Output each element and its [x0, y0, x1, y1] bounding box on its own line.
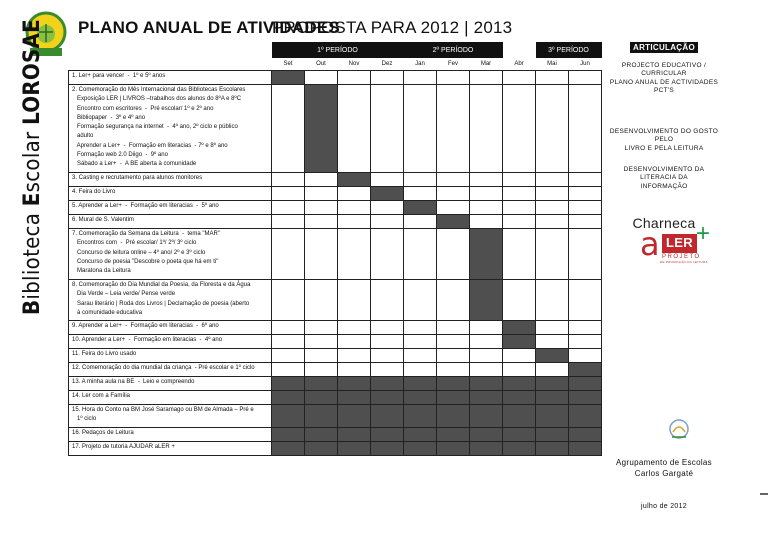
document-date: julho de 2012	[641, 503, 687, 510]
activity-row	[69, 173, 602, 187]
month-cell	[536, 321, 569, 335]
month-cell	[503, 377, 536, 391]
activity-line: à comunidade educativa	[72, 309, 143, 316]
month-cell	[305, 442, 338, 456]
month-cell	[503, 321, 536, 335]
month-cell	[536, 335, 569, 349]
month-cell	[404, 85, 437, 173]
month-cell	[371, 391, 404, 405]
activity-row	[69, 187, 602, 201]
month-cell	[272, 442, 305, 456]
month-cell	[305, 391, 338, 405]
activity-line: 8. Comemoração do Dia Mundial da Poesia, da Floresta e da Água	[72, 282, 251, 288]
month-cell	[371, 442, 404, 456]
month-cell	[470, 215, 503, 229]
month-cell	[569, 173, 602, 187]
month-cell	[470, 335, 503, 349]
month-cell	[470, 391, 503, 405]
month-cell	[371, 321, 404, 335]
month-cell	[404, 187, 437, 201]
month-cell	[404, 201, 437, 215]
month-cell	[437, 280, 470, 321]
activity-line: 3. Casting e recrutamento para alunos monitores	[72, 175, 203, 181]
agrupamento-emblem	[668, 418, 690, 442]
activity-line: 15. Hora do Conto na BM José Saramago ou BM de Almada – Pré e	[72, 407, 254, 413]
month-cell	[470, 405, 503, 428]
month-cell	[569, 428, 602, 442]
activity-line: 5. Aprender a Ler+ - Formação em literacias - 5º ano	[72, 203, 219, 209]
month-cell	[305, 349, 338, 363]
month-cell	[371, 335, 404, 349]
month-cell	[338, 428, 371, 442]
month-header: Out	[316, 61, 326, 67]
month-cell	[437, 405, 470, 428]
month-cell	[536, 349, 569, 363]
month-cell	[503, 405, 536, 428]
month-cell	[371, 405, 404, 428]
period-header-row	[69, 42, 602, 58]
activity-row	[69, 215, 602, 229]
month-cell	[338, 335, 371, 349]
month-cell	[503, 215, 536, 229]
activity-description	[69, 229, 272, 280]
period-2-header: 2º PERÍODO	[404, 42, 503, 58]
month-cell	[404, 428, 437, 442]
activity-row	[69, 405, 602, 428]
month-cell	[404, 391, 437, 405]
month-cell	[470, 229, 503, 280]
month-header: Nov	[348, 61, 360, 67]
month-cell	[338, 71, 371, 85]
month-cell	[569, 349, 602, 363]
month-header: Mai	[547, 61, 557, 67]
month-cell	[404, 377, 437, 391]
month-header: Fev	[447, 61, 458, 67]
month-cell	[536, 363, 569, 377]
month-cell	[569, 335, 602, 349]
activity-line: 9. Aprender a Ler+ - Formação em literacias - 6º ano	[72, 323, 219, 329]
activity-row	[69, 321, 602, 335]
activity-line: 2. Comemoração do Mês Internacional das Bibliotecas Escolares	[72, 87, 246, 93]
activity-description	[69, 85, 272, 173]
activity-description	[69, 201, 272, 215]
activity-description	[69, 215, 272, 229]
activity-row	[69, 335, 602, 349]
month-cell	[404, 173, 437, 187]
month-cell	[437, 377, 470, 391]
month-cell	[503, 335, 536, 349]
activity-row	[69, 229, 602, 280]
month-cell	[503, 349, 536, 363]
activity-line: Formação segurança na internet - 4º ano, 2º ciclo e público	[72, 124, 238, 131]
month-cell	[338, 349, 371, 363]
month-header: Abr	[514, 61, 524, 67]
activity-line: 14. Ler com a Família	[72, 393, 131, 399]
month-cell	[272, 363, 305, 377]
activity-line: 1. Ler+ para vencer - 1º e 5º anos	[72, 73, 166, 79]
month-cell	[272, 229, 305, 280]
month-cell	[569, 85, 602, 173]
month-cell	[404, 349, 437, 363]
activity-line: adulto	[72, 133, 94, 140]
month-cell	[569, 215, 602, 229]
month-cell	[371, 363, 404, 377]
month-cell	[503, 363, 536, 377]
articulation-header: ARTICULAÇÃO	[608, 43, 720, 53]
activity-description	[69, 442, 272, 456]
activity-row	[69, 201, 602, 215]
month-cell	[272, 71, 305, 85]
activity-plan-table	[68, 42, 602, 456]
activity-line: Dia Verde – Leia verde/ Pense verde	[72, 291, 176, 298]
month-cell	[437, 321, 470, 335]
activity-description	[69, 71, 272, 85]
articulation-block-3: DESENVOLVIMENTO DA LITERACIA DA INFORMAÇÃO	[623, 166, 705, 190]
month-cell	[470, 71, 503, 85]
activity-line: 10. Aprender a Ler+ - Formação em literacias - 4º ano	[72, 337, 223, 343]
month-cell	[536, 201, 569, 215]
articulation-block-2: DESENVOLVIMENTO DO GOSTO PELO LIVRO E PELA LEITURA	[609, 128, 719, 152]
month-cell	[338, 377, 371, 391]
month-cell	[536, 173, 569, 187]
activity-row	[69, 71, 602, 85]
month-cell	[470, 428, 503, 442]
month-cell	[305, 229, 338, 280]
month-cell	[437, 229, 470, 280]
activity-description	[69, 335, 272, 349]
month-cell	[371, 71, 404, 85]
brand-charneca: Charneca	[632, 215, 696, 231]
month-cell	[338, 280, 371, 321]
month-cell	[536, 71, 569, 85]
month-cell	[305, 321, 338, 335]
month-cell	[503, 201, 536, 215]
activity-line: 4. Feira do Livro	[72, 189, 116, 195]
month-cell	[371, 215, 404, 229]
month-cell	[437, 442, 470, 456]
month-cell	[437, 363, 470, 377]
activity-description	[69, 405, 272, 428]
month-cell	[503, 85, 536, 173]
activity-description	[69, 280, 272, 321]
month-cell	[272, 335, 305, 349]
activity-description	[69, 377, 272, 391]
activity-line: Concurso de poesia "Descobre o poeta que há em ti"	[72, 258, 219, 265]
month-cell	[338, 391, 371, 405]
activity-line: Exposição LER | LIVROS –trabalhos dos alunos do 8ºA e 8ºC	[72, 96, 242, 103]
month-cell	[536, 377, 569, 391]
month-cell	[569, 280, 602, 321]
month-cell	[338, 187, 371, 201]
month-cell	[305, 71, 338, 85]
activity-row	[69, 428, 602, 442]
month-cell	[305, 280, 338, 321]
activity-description	[69, 187, 272, 201]
activity-row	[69, 349, 602, 363]
month-cell	[305, 201, 338, 215]
month-cell	[536, 229, 569, 280]
month-cell	[536, 442, 569, 456]
month-cell	[536, 187, 569, 201]
month-header: Dez	[381, 61, 393, 67]
month-cell	[338, 442, 371, 456]
activity-row	[69, 363, 602, 377]
month-cell	[272, 215, 305, 229]
month-cell	[437, 428, 470, 442]
month-cell	[371, 201, 404, 215]
month-cell	[536, 215, 569, 229]
activity-line: Sarau literário | Roda dos Livros | Declamação de poesia (aberto	[72, 300, 250, 307]
month-cell	[569, 391, 602, 405]
month-cell	[371, 349, 404, 363]
activity-line: Bibliopaper - 3º e 4º ano	[72, 114, 146, 121]
activity-line: Maratona da Leitura	[72, 268, 131, 275]
month-cell	[569, 442, 602, 456]
month-cell	[305, 335, 338, 349]
month-cell	[272, 349, 305, 363]
month-cell	[437, 187, 470, 201]
month-cell	[371, 280, 404, 321]
month-header: Mar	[480, 61, 492, 67]
month-cell	[371, 187, 404, 201]
month-cell	[569, 405, 602, 428]
month-cell	[470, 280, 503, 321]
month-cell	[437, 85, 470, 173]
month-header: Set	[283, 61, 293, 67]
month-cell	[569, 71, 602, 85]
period-3-header: 3º PERÍODO	[536, 42, 602, 58]
month-cell	[305, 377, 338, 391]
activity-description	[69, 363, 272, 377]
month-cell	[536, 391, 569, 405]
activity-line: Aprender a Ler+ - Formação em literacias - 7º e 8º ano	[72, 142, 228, 149]
activity-row	[69, 85, 602, 173]
activity-line: 1º ciclo	[72, 416, 97, 423]
month-header: Jun	[580, 61, 590, 67]
agrupamento-name: Agrupamento de Escolas Carlos Gargaté	[616, 458, 712, 478]
month-cell	[503, 428, 536, 442]
edge-mark	[760, 493, 768, 495]
month-cell	[569, 201, 602, 215]
month-cell	[503, 280, 536, 321]
month-cell	[404, 71, 437, 85]
activity-line: Encontros com - Pré escolar/ 1º/ 2º/ 3º ciclo	[72, 240, 197, 247]
month-cell	[404, 442, 437, 456]
month-cell	[305, 405, 338, 428]
month-cell	[272, 321, 305, 335]
month-cell	[272, 187, 305, 201]
month-cell	[338, 215, 371, 229]
brand-aler-logo: a LER + PROJETO DE PROMOÇÃO DA LEITURA	[640, 220, 711, 264]
month-cell	[503, 71, 536, 85]
month-cell	[338, 173, 371, 187]
month-cell	[437, 173, 470, 187]
month-cell	[437, 201, 470, 215]
month-cell	[305, 215, 338, 229]
activity-line: 17. Projeto de tutoria AJUDAR aLER +	[72, 444, 175, 450]
month-cell	[404, 229, 437, 280]
month-header: Jan	[415, 61, 425, 67]
month-cell	[569, 229, 602, 280]
month-cell	[305, 187, 338, 201]
month-cell	[404, 321, 437, 335]
activity-description	[69, 391, 272, 405]
month-cell	[503, 391, 536, 405]
month-cell	[272, 405, 305, 428]
activity-line: Concurso de leitura online – 4º ano/ 2º e 3º ciclo	[72, 249, 206, 256]
activity-description	[69, 173, 272, 187]
month-cell	[272, 391, 305, 405]
month-cell	[437, 215, 470, 229]
month-cell	[272, 280, 305, 321]
month-cell	[503, 173, 536, 187]
month-cell	[338, 229, 371, 280]
articulation-block-1: PROJECTO EDUCATIVO / CURRICULAR PLANO ANUAL DE ACTIVIDADES PCT'S	[609, 62, 719, 95]
month-cell	[404, 280, 437, 321]
month-cell	[470, 85, 503, 173]
month-cell	[536, 85, 569, 173]
month-cell	[371, 85, 404, 173]
activity-row	[69, 391, 602, 405]
month-cell	[371, 229, 404, 280]
activity-row	[69, 377, 602, 391]
month-cell	[470, 349, 503, 363]
month-cell	[338, 321, 371, 335]
activity-line: 12. Comemoração do dia mundial da criança - Pré escolar e 1º ciclo	[72, 365, 255, 371]
month-cell	[470, 187, 503, 201]
activity-description	[69, 428, 272, 442]
month-cell	[272, 85, 305, 173]
month-cell	[437, 349, 470, 363]
month-cell	[470, 363, 503, 377]
month-cell	[272, 377, 305, 391]
month-cell	[569, 377, 602, 391]
month-cell	[338, 363, 371, 377]
month-cell	[338, 201, 371, 215]
month-cell	[305, 428, 338, 442]
activity-line: 6. Mural de S. Valentim	[72, 217, 134, 223]
activity-row	[69, 280, 602, 321]
month-cell	[404, 215, 437, 229]
month-header-row	[69, 58, 602, 71]
month-cell	[437, 335, 470, 349]
month-cell	[569, 363, 602, 377]
month-cell	[338, 405, 371, 428]
month-cell	[470, 173, 503, 187]
month-cell	[503, 229, 536, 280]
month-cell	[404, 405, 437, 428]
month-cell	[569, 321, 602, 335]
month-cell	[470, 201, 503, 215]
month-cell	[536, 280, 569, 321]
activity-line: Formação web 2.0 Diigo - 9º ano	[72, 152, 168, 159]
month-cell	[503, 442, 536, 456]
month-cell	[371, 428, 404, 442]
month-cell	[536, 405, 569, 428]
month-cell	[437, 71, 470, 85]
month-cell	[470, 377, 503, 391]
activity-description	[69, 349, 272, 363]
page-title: PLANO ANUAL DE ATIVIDADES	[78, 18, 340, 37]
month-cell	[437, 391, 470, 405]
month-cell	[404, 335, 437, 349]
month-cell	[371, 377, 404, 391]
activity-row	[69, 442, 602, 456]
month-cell	[272, 428, 305, 442]
month-cell	[305, 173, 338, 187]
month-cell	[503, 187, 536, 201]
month-cell	[305, 363, 338, 377]
month-cell	[470, 321, 503, 335]
month-cell	[569, 187, 602, 201]
activity-line: 7. Comemoração da Semana da Leitura - tema "MAR"	[72, 231, 220, 237]
month-cell	[404, 363, 437, 377]
period-1-header: 1º PERÍODO	[272, 42, 404, 58]
activity-line: Encontro com escritores - Pré escolar/ 1º e 2º ano	[72, 105, 214, 112]
month-cell	[536, 428, 569, 442]
month-cell	[371, 173, 404, 187]
activity-line: 13. A minha aula na BE - Leio e compreendo	[72, 379, 195, 385]
month-cell	[470, 442, 503, 456]
activity-line: 11. Feira do Livro usado	[72, 351, 137, 357]
month-cell	[272, 173, 305, 187]
activity-line: Sábado a Ler+ - A BE aberta à comunidade	[72, 161, 197, 168]
activity-description	[69, 321, 272, 335]
activity-line: 16. Pedaços de Leitura	[72, 430, 134, 436]
month-cell	[272, 201, 305, 215]
page-subtitle: PROPOSTA PARA 2012 | 2013	[272, 18, 513, 37]
month-cell	[305, 85, 338, 173]
month-cell	[338, 85, 371, 173]
